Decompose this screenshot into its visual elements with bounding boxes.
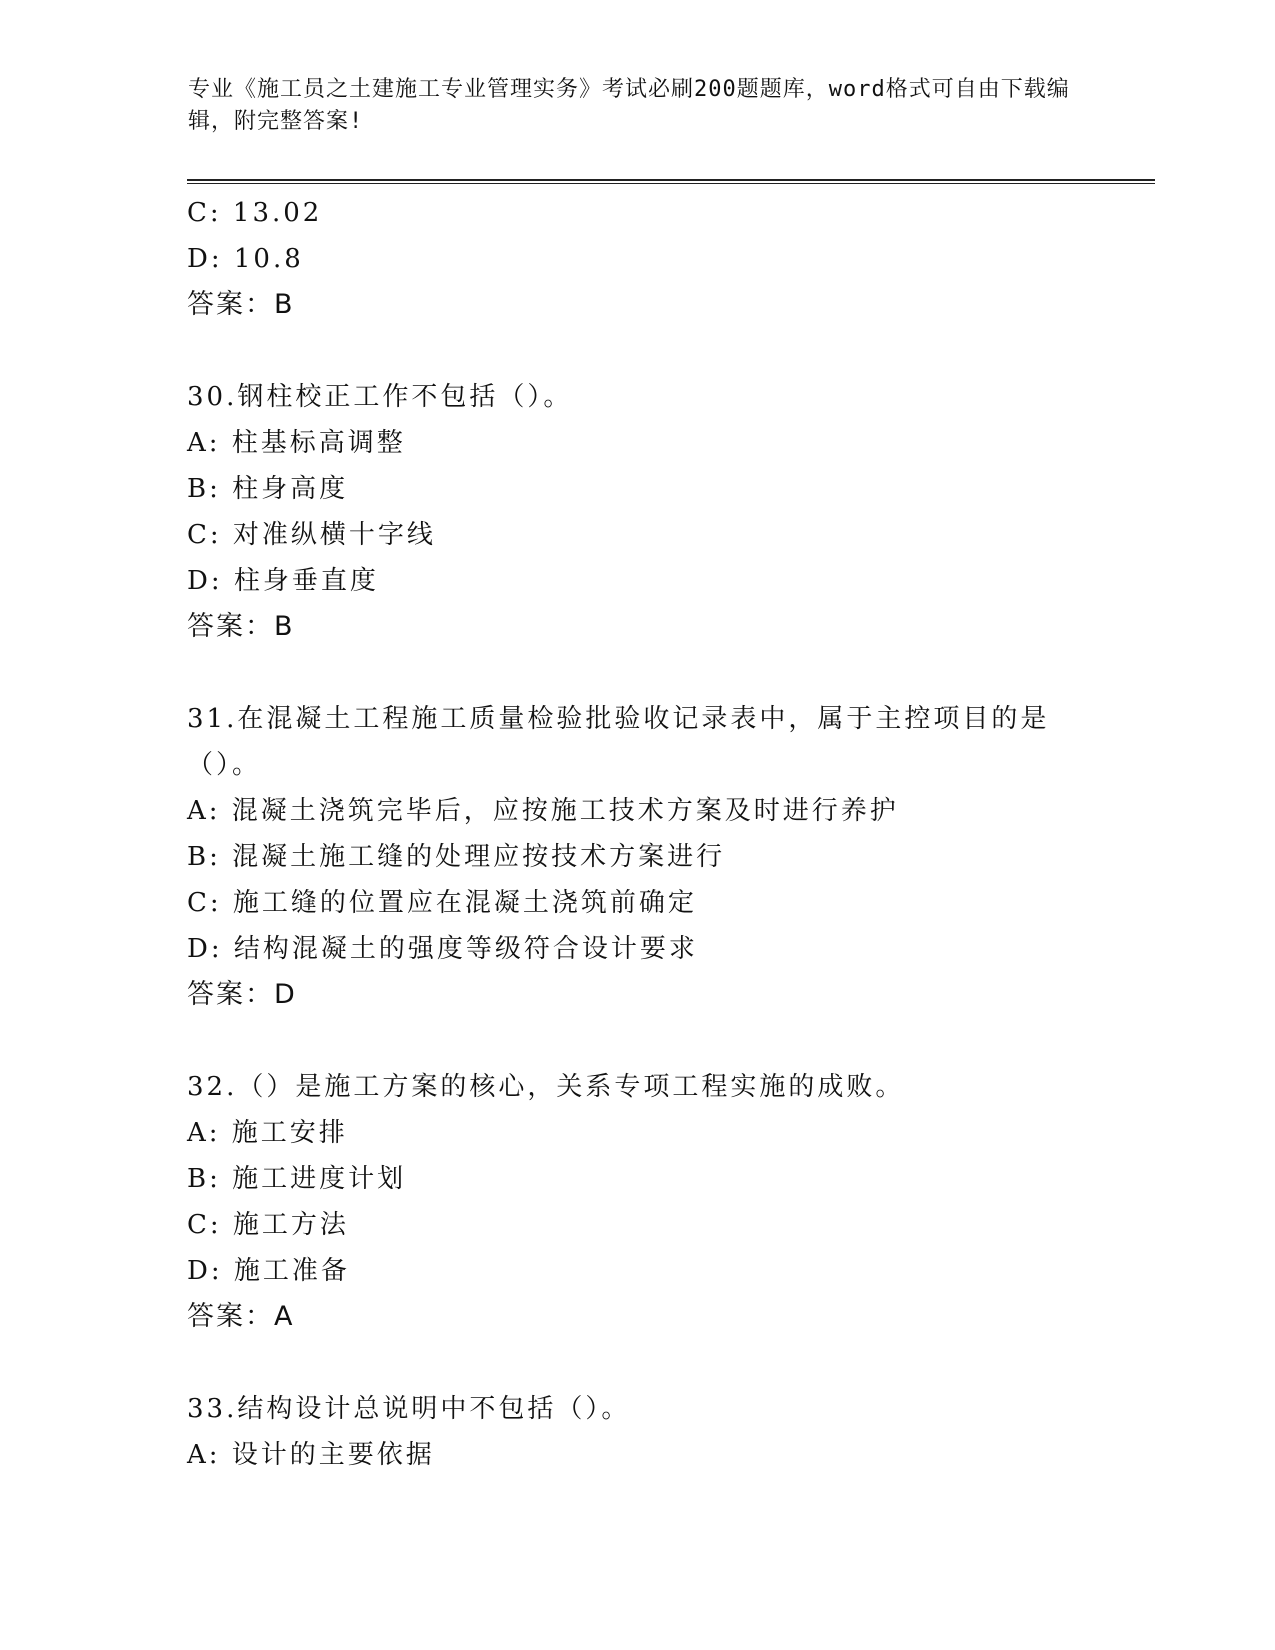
question-stem: 33.结构设计总说明中不包括（）。 bbox=[187, 1394, 631, 1424]
option-c: C: 施工方法 bbox=[187, 1210, 349, 1240]
question-32 bbox=[187, 1064, 1087, 1340]
option-a: A: 施工安排 bbox=[187, 1118, 348, 1148]
option-d: D: 施工准备 bbox=[187, 1256, 350, 1286]
question-stem: 32.（）是施工方案的核心，关系专项工程实施的成败。 bbox=[187, 1072, 905, 1102]
question-33 bbox=[187, 1386, 1087, 1478]
answer-line: 答案：D bbox=[187, 979, 297, 1010]
option-c: C: 施工缝的位置应在混凝土浇筑前确定 bbox=[187, 888, 697, 918]
question-stem: 31.在混凝土工程施工质量检验批验收记录表中，属于主控项目的是（）。 bbox=[187, 704, 1050, 780]
answer-line: 答案：B bbox=[187, 611, 295, 642]
option-b: B: 柱身高度 bbox=[187, 474, 349, 504]
option-b: B: 混凝土施工缝的处理应按技术方案进行 bbox=[187, 842, 726, 872]
option-d: D: 10.8 bbox=[187, 244, 304, 274]
option-d: D: 结构混凝土的强度等级符合设计要求 bbox=[187, 934, 698, 964]
option-a: A: 设计的主要依据 bbox=[187, 1440, 435, 1470]
option-a: A: 混凝土浇筑完毕后，应按施工技术方案及时进行养护 bbox=[187, 796, 899, 826]
answer-line: 答案：B bbox=[187, 289, 295, 320]
question-list bbox=[187, 190, 1087, 1478]
question-fragment-29 bbox=[187, 190, 1087, 328]
answer-line: 答案：A bbox=[187, 1301, 295, 1332]
question-31 bbox=[187, 696, 1087, 1018]
header-rule-thin bbox=[187, 183, 1155, 184]
option-a: A: 柱基标高调整 bbox=[187, 428, 406, 458]
header-rule-thick bbox=[187, 179, 1155, 181]
option-c: C: 13.02 bbox=[187, 198, 323, 228]
question-stem: 30.钢柱校正工作不包括（）。 bbox=[187, 382, 573, 412]
question-30 bbox=[187, 374, 1087, 650]
option-c: C: 对准纵横十字线 bbox=[187, 520, 436, 550]
option-b: B: 施工进度计划 bbox=[187, 1164, 407, 1194]
option-d: D: 柱身垂直度 bbox=[187, 566, 379, 596]
document-header: 专业《施工员之土建施工专业管理实务》考试必刷200题题库，word格式可自由下载编辑，附完整答案! bbox=[188, 77, 1070, 134]
